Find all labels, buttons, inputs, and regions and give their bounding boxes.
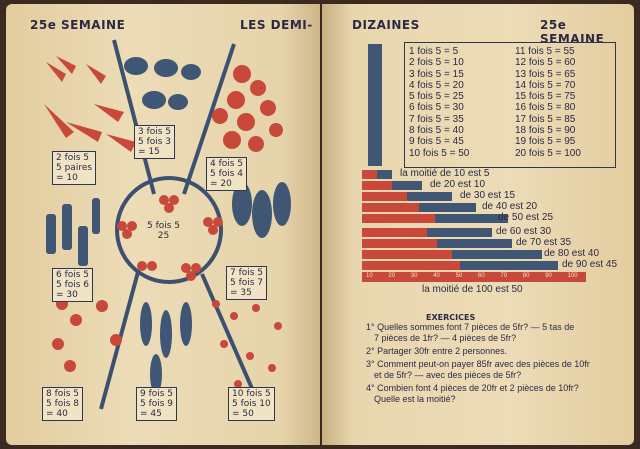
scale-tick-label: 20 <box>388 273 396 279</box>
header-week: 25e SEMAINE <box>540 18 605 46</box>
scale-tick-label: 30 <box>410 273 418 279</box>
half-90: de 90 est 45 <box>562 259 618 270</box>
exercise-line: et de 5fr? — avec des pièces de 5fr? <box>374 370 522 380</box>
exercise-line: 3° Comment peut-on payer 85fr avec des pièces de 10fr <box>366 359 590 369</box>
scale-tick-label: 70 <box>500 273 508 279</box>
label-8x5: 8 fois 5 5 fois 8 = 40 <box>42 387 83 421</box>
header-week: 25e SEMAINE <box>30 18 126 32</box>
label-7x5: 7 fois 5 5 fois 7 = 35 <box>226 266 267 300</box>
scale-tick-label: 90 <box>545 273 552 279</box>
scale-tick-label: 10 <box>366 273 373 279</box>
exercise-line: 2° Partager 30fr entre 2 personnes. <box>366 346 508 356</box>
half-30: de 30 est 15 <box>460 190 516 201</box>
scale-tick-label: 100 <box>567 273 578 279</box>
table-column-right: 11 fois 5 = 55 12 fois 5 = 60 13 fois 5 = 65 14 fois 5 = 70 15 fois 5 = 75 16 fois 5 = 80 17 fois 5 = 85 18 fois 5 = 90 19 fois 5 = 95 20 fois 5 = 100 <box>515 46 581 159</box>
half-20: de 20 est 10 <box>430 179 486 190</box>
exercise-line: 1° Quelles sommes font 7 pièces de 5fr? — 5 tas de <box>366 322 575 332</box>
label-5x5: 5 fois 5 25 <box>147 221 181 241</box>
table-column-left: 1 fois 5 = 5 2 fois 5 = 10 3 fois 5 = 15 4 fois 5 = 20 5 fois 5 = 25 6 fois 5 = 30 7 fois 5 = 35 8 fois 5 = 40 9 fois 5 = 45 10 fois 5 = 50 <box>409 46 470 159</box>
scale-tick-label: 50 <box>455 273 463 279</box>
half-40: de 40 est 20 <box>482 201 538 212</box>
half-70: de 70 est 35 <box>516 237 572 248</box>
scale-tick-label: 80 <box>522 273 530 279</box>
scale-tick-label: 40 <box>433 273 440 279</box>
label-6x5: 6 fois 5 5 fois 6 = 30 <box>52 268 93 302</box>
exercises-title: EXERCICES <box>426 313 476 322</box>
scale-tick-label: 60 <box>478 273 485 279</box>
header-title-part1: LES DEMI- <box>240 18 313 32</box>
multiplication-table <box>404 42 616 168</box>
label-3x5: 3 fois 5 5 fois 3 = 15 <box>134 125 175 159</box>
label-9x5: 9 fois 5 5 fois 9 = 45 <box>136 387 177 421</box>
label-2x5: 2 fois 5 5 paires = 10 <box>52 151 96 185</box>
exercise-line: 7 pièces de 1fr? — 4 pièces de 5fr? <box>374 333 517 343</box>
half-80: de 80 est 40 <box>544 248 600 259</box>
half-50: de 50 est 25 <box>498 212 554 223</box>
right-page <box>322 4 634 445</box>
label-10x5: 10 fois 5 5 fois 10 = 50 <box>228 387 275 421</box>
label-4x5: 4 fois 5 5 fois 4 = 20 <box>206 157 247 191</box>
left-page <box>6 4 320 445</box>
vertical-bar <box>368 44 382 166</box>
half-10: la moitié de 10 est 5 <box>400 168 490 179</box>
half-100: la moitié de 100 est 50 <box>422 284 523 295</box>
exercise-line: Quelle est la moitié? <box>374 394 456 404</box>
half-60: de 60 est 30 <box>496 226 552 237</box>
header-title-part2: DIZAINES <box>352 18 420 32</box>
exercise-line: 4° Combien font 4 pièces de 20fr et 2 pièces de 10fr? <box>366 383 579 393</box>
